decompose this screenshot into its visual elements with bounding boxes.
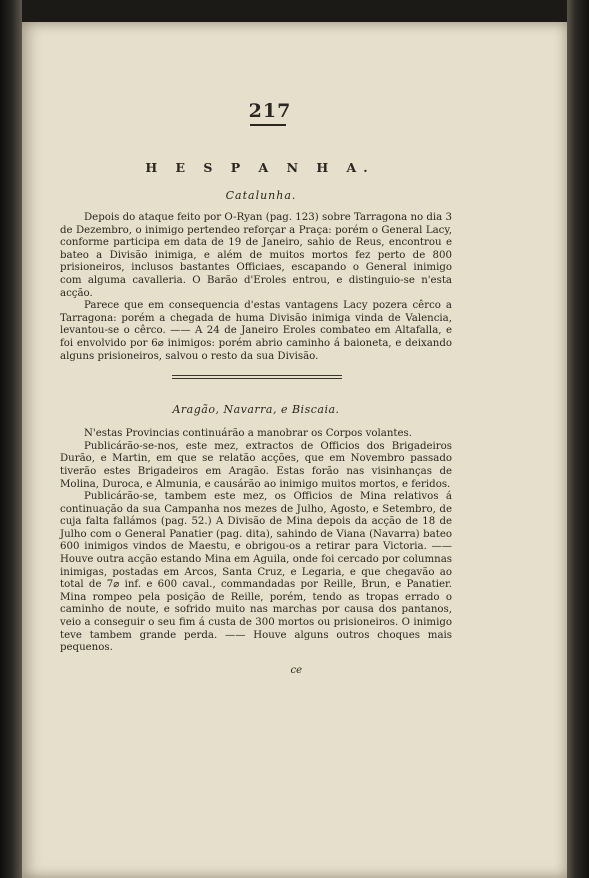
book-page [22, 22, 567, 878]
catchword: ce [290, 664, 302, 676]
page-number: 217 [248, 100, 292, 122]
paragraph: Parece que em consequencia d'estas vantagens Lacy pozera cêrco a Tarragona: porém a chegada de huma Divisão inimiga vinda de Valencia, levantou-se o cêrco. —— A 24 de Janeiro Eroles combateo em Altafalla, e foi envolvido por 6⌀ inimigos: porém abrio caminho á baioneta, e deixando alguns prisioneiros, salvou o resto da sua Divisão. [60, 300, 452, 362]
section-heading-catalunha: Catalunha. [225, 189, 297, 202]
paragraph: Depois do ataque feito por O-Ryan (pag. 123) sobre Tarragona no dia 3 de Dezembro, o inimigo pertendeo reforçar a Praça: porém o General Lacy, conforme participa em data de 19 de Janeiro, sahio de Reus, encontrou e bateo a Divisão inimiga, e além de muitos mortos fez perto de 800 prisioneiros, inclusos bastantes Officiaes, escapando o General inimigo com alguma cavalleria. O Barão d'Eroles entrou, e distinguio-se n'esta acção. [60, 212, 452, 299]
binding-shadow [0, 0, 22, 878]
page-content [60, 100, 452, 676]
paragraph: N'estas Provincias continuárão a manobrar os Corpos volantes. [84, 428, 413, 440]
page-edge-shadow [567, 0, 589, 878]
page-title: H E S P A N H A. [145, 160, 375, 175]
paragraph: Publicárão-se-nos, este mez, extractos de Officios dos Brigadeiros Durão, e Martin, em que se relatão acções, que em Novembro passado tiverão estes Brigadeiros em Aragão. Estas forão nas visinhanças de Molina, Duroca, e Almunia, e causárão ao inimigo muitos mortos, e feridos. [60, 440, 452, 490]
section-divider [172, 378, 342, 379]
section-heading-aragao: Aragão, Navarra, e Biscaia. [172, 403, 340, 417]
paragraph: Publicárão-se, tambem este mez, os Officios de Mina relativos á continuação da sua Campanha nos mezes de Julho, Agosto, e Setembro, de cuja falta fallámos (pag. 52.) A Divisão de Mina depois da acção de 18 de Julho com o General Panatier (pag. dita), sahindo de Viana (Navarra) bateo 600 inimigos vindos de Maestu, e obrigou-os a retirar para Victoria. —— Houve outra acção estando Mina em Aguila, onde foi cercado por columnas inimigas, postadas em Arcos, Santa Cruz, e Legaria, e que chegavão ao total de 7⌀ inf. e 600 caval., commandadas por Reille, Brun, e Panatier. Mina rompeo pela posição de Reille, porém, tendo as tropas errado o caminho de noute, e sofrido muito nas marchas por causa dos pantanos, veio a conseguir o seu fim á custa de 300 mortos ou prisioneiros. O inimigo teve tambem grande perda. —— Houve alguns outros choques mais pequenos. [60, 491, 452, 654]
page-number-rule [250, 124, 286, 126]
section-divider [172, 375, 342, 376]
